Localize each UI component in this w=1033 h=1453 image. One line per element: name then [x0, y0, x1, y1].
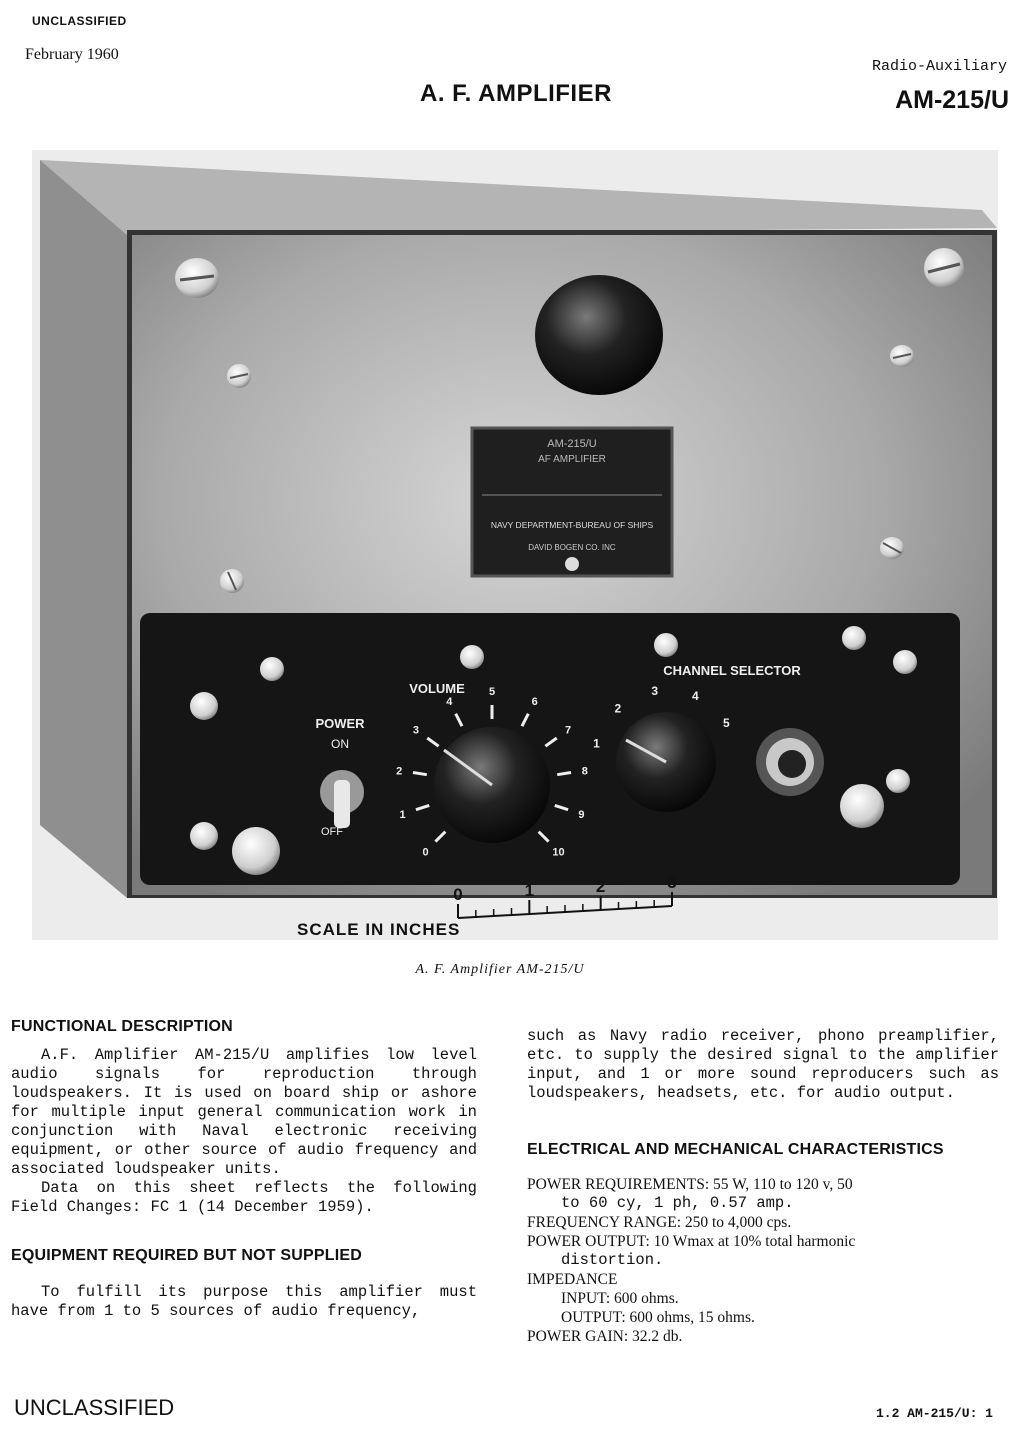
nameplate-contractor: DAVID BOGEN CO. INC: [528, 543, 616, 552]
volume-tick-label: 6: [531, 696, 538, 709]
nameplate-agency: NAVY DEPARTMENT-BUREAU OF SHIPS: [490, 520, 654, 530]
channel-tick-label: 2: [614, 701, 622, 716]
scale-tick-label: 0: [453, 885, 463, 904]
power-label: POWER: [315, 716, 365, 731]
spec-power-output: POWER OUTPUT: 10 Wmax at 10% total harmonic: [527, 1233, 856, 1250]
spec-power-output-cont: distortion.: [561, 1251, 664, 1269]
left-column: [11, 1018, 477, 1321]
classification-header: UNCLASSIFIED: [32, 14, 127, 28]
issue-date: February 1960: [25, 46, 119, 63]
equipment-paragraph-2: such as Navy radio receiver, phono preamplifier, etc. to supply the desired signal to the amplifier input, and 1 or more sound reproducers such as loudspeakers, headsets, etc. for audio output.: [527, 1027, 999, 1102]
volume-tick-label: 3: [412, 724, 420, 737]
scale-tick-label: 2: [595, 877, 606, 896]
scale-tick-label: 1: [524, 881, 535, 900]
scale-label: SCALE IN INCHES: [297, 920, 461, 939]
equipment-heading: EQUIPMENT REQUIRED BUT NOT SUPPLIED: [11, 1247, 363, 1264]
nameplate-model: AM-215/U: [547, 438, 597, 450]
model-number: AM-215/U: [895, 86, 1009, 114]
category-label: Radio-Auxiliary: [871, 58, 1007, 75]
channel-tick-label: 4: [691, 689, 699, 704]
functional-paragraph-2: Data on this sheet reflects the following Field Changes: FC 1 (14 December 1959).: [11, 1179, 477, 1216]
power-off-label: OFF: [321, 826, 343, 838]
volume-tick-label: 5: [488, 686, 496, 698]
volume-tick-label: 7: [564, 724, 572, 737]
characteristics-heading: ELECTRICAL AND MECHANICAL CHARACTERISTICS: [527, 1141, 944, 1158]
channel-tick-label: 3: [651, 683, 659, 698]
characteristics-list: [527, 1175, 999, 1346]
page-reference: 1.2 AM-215/U: 1: [875, 1406, 993, 1421]
spec-power-requirements-cont: to 60 cy, 1 ph, 0.57 amp.: [561, 1194, 794, 1212]
pilot-lamp: [535, 275, 663, 395]
scale-tick-label: 3: [667, 873, 677, 892]
nameplate: [472, 428, 672, 576]
input-jack: [756, 728, 824, 796]
photo-caption: A. F. Amplifier AM-215/U: [415, 962, 585, 977]
volume-tick-label: 8: [581, 765, 588, 778]
channel-tick-label: 1: [593, 736, 600, 751]
volume-tick-label: 1: [399, 809, 406, 822]
spec-power-gain: POWER GAIN: 32.2 db.: [527, 1328, 683, 1345]
equipment-paragraph-1: To fulfill its purpose this amplifier must have from 1 to 5 sources of audio frequency,: [11, 1283, 477, 1320]
classification-footer: UNCLASSIFIED: [14, 1395, 175, 1420]
volume-tick-label: 4: [446, 696, 453, 709]
volume-tick-label: 2: [396, 765, 403, 778]
spec-impedance-input: INPUT: 600 ohms.: [561, 1290, 679, 1307]
volume-label: VOLUME: [409, 681, 465, 696]
nameplate-name: AF AMPLIFIER: [538, 454, 606, 465]
amplifier-photo: [32, 150, 998, 940]
functional-paragraph-1: A.F. Amplifier AM-215/U amplifies low level audio signals for reproduction through loudspeakers. It is used on board ship or ashore for multiple input general communication work in conjunction with Naval electronic receiving equipment, or other source of audio frequency and associated loudspeaker units.: [11, 1046, 477, 1178]
spec-impedance: IMPEDANCE: [527, 1271, 618, 1288]
spec-power-requirements: POWER REQUIREMENTS: 55 W, 110 to 120 v, 50: [527, 1176, 853, 1193]
spec-frequency-range: FREQUENCY RANGE: 250 to 4,000 cps.: [527, 1214, 792, 1231]
functional-heading: FUNCTIONAL DESCRIPTION: [11, 1018, 233, 1035]
channel-tick-label: 5: [723, 715, 730, 730]
channel-label: CHANNEL SELECTOR: [663, 663, 801, 678]
volume-tick-label: 0: [422, 846, 429, 859]
right-column: [527, 1027, 999, 1346]
chassis-side: [40, 160, 127, 898]
volume-tick-label: 10: [552, 846, 565, 859]
page-title: A. F. AMPLIFIER: [420, 80, 612, 107]
power-on-label: ON: [331, 737, 349, 751]
spec-impedance-output: OUTPUT: 600 ohms, 15 ohms.: [561, 1309, 755, 1326]
volume-tick-label: 9: [578, 809, 585, 822]
